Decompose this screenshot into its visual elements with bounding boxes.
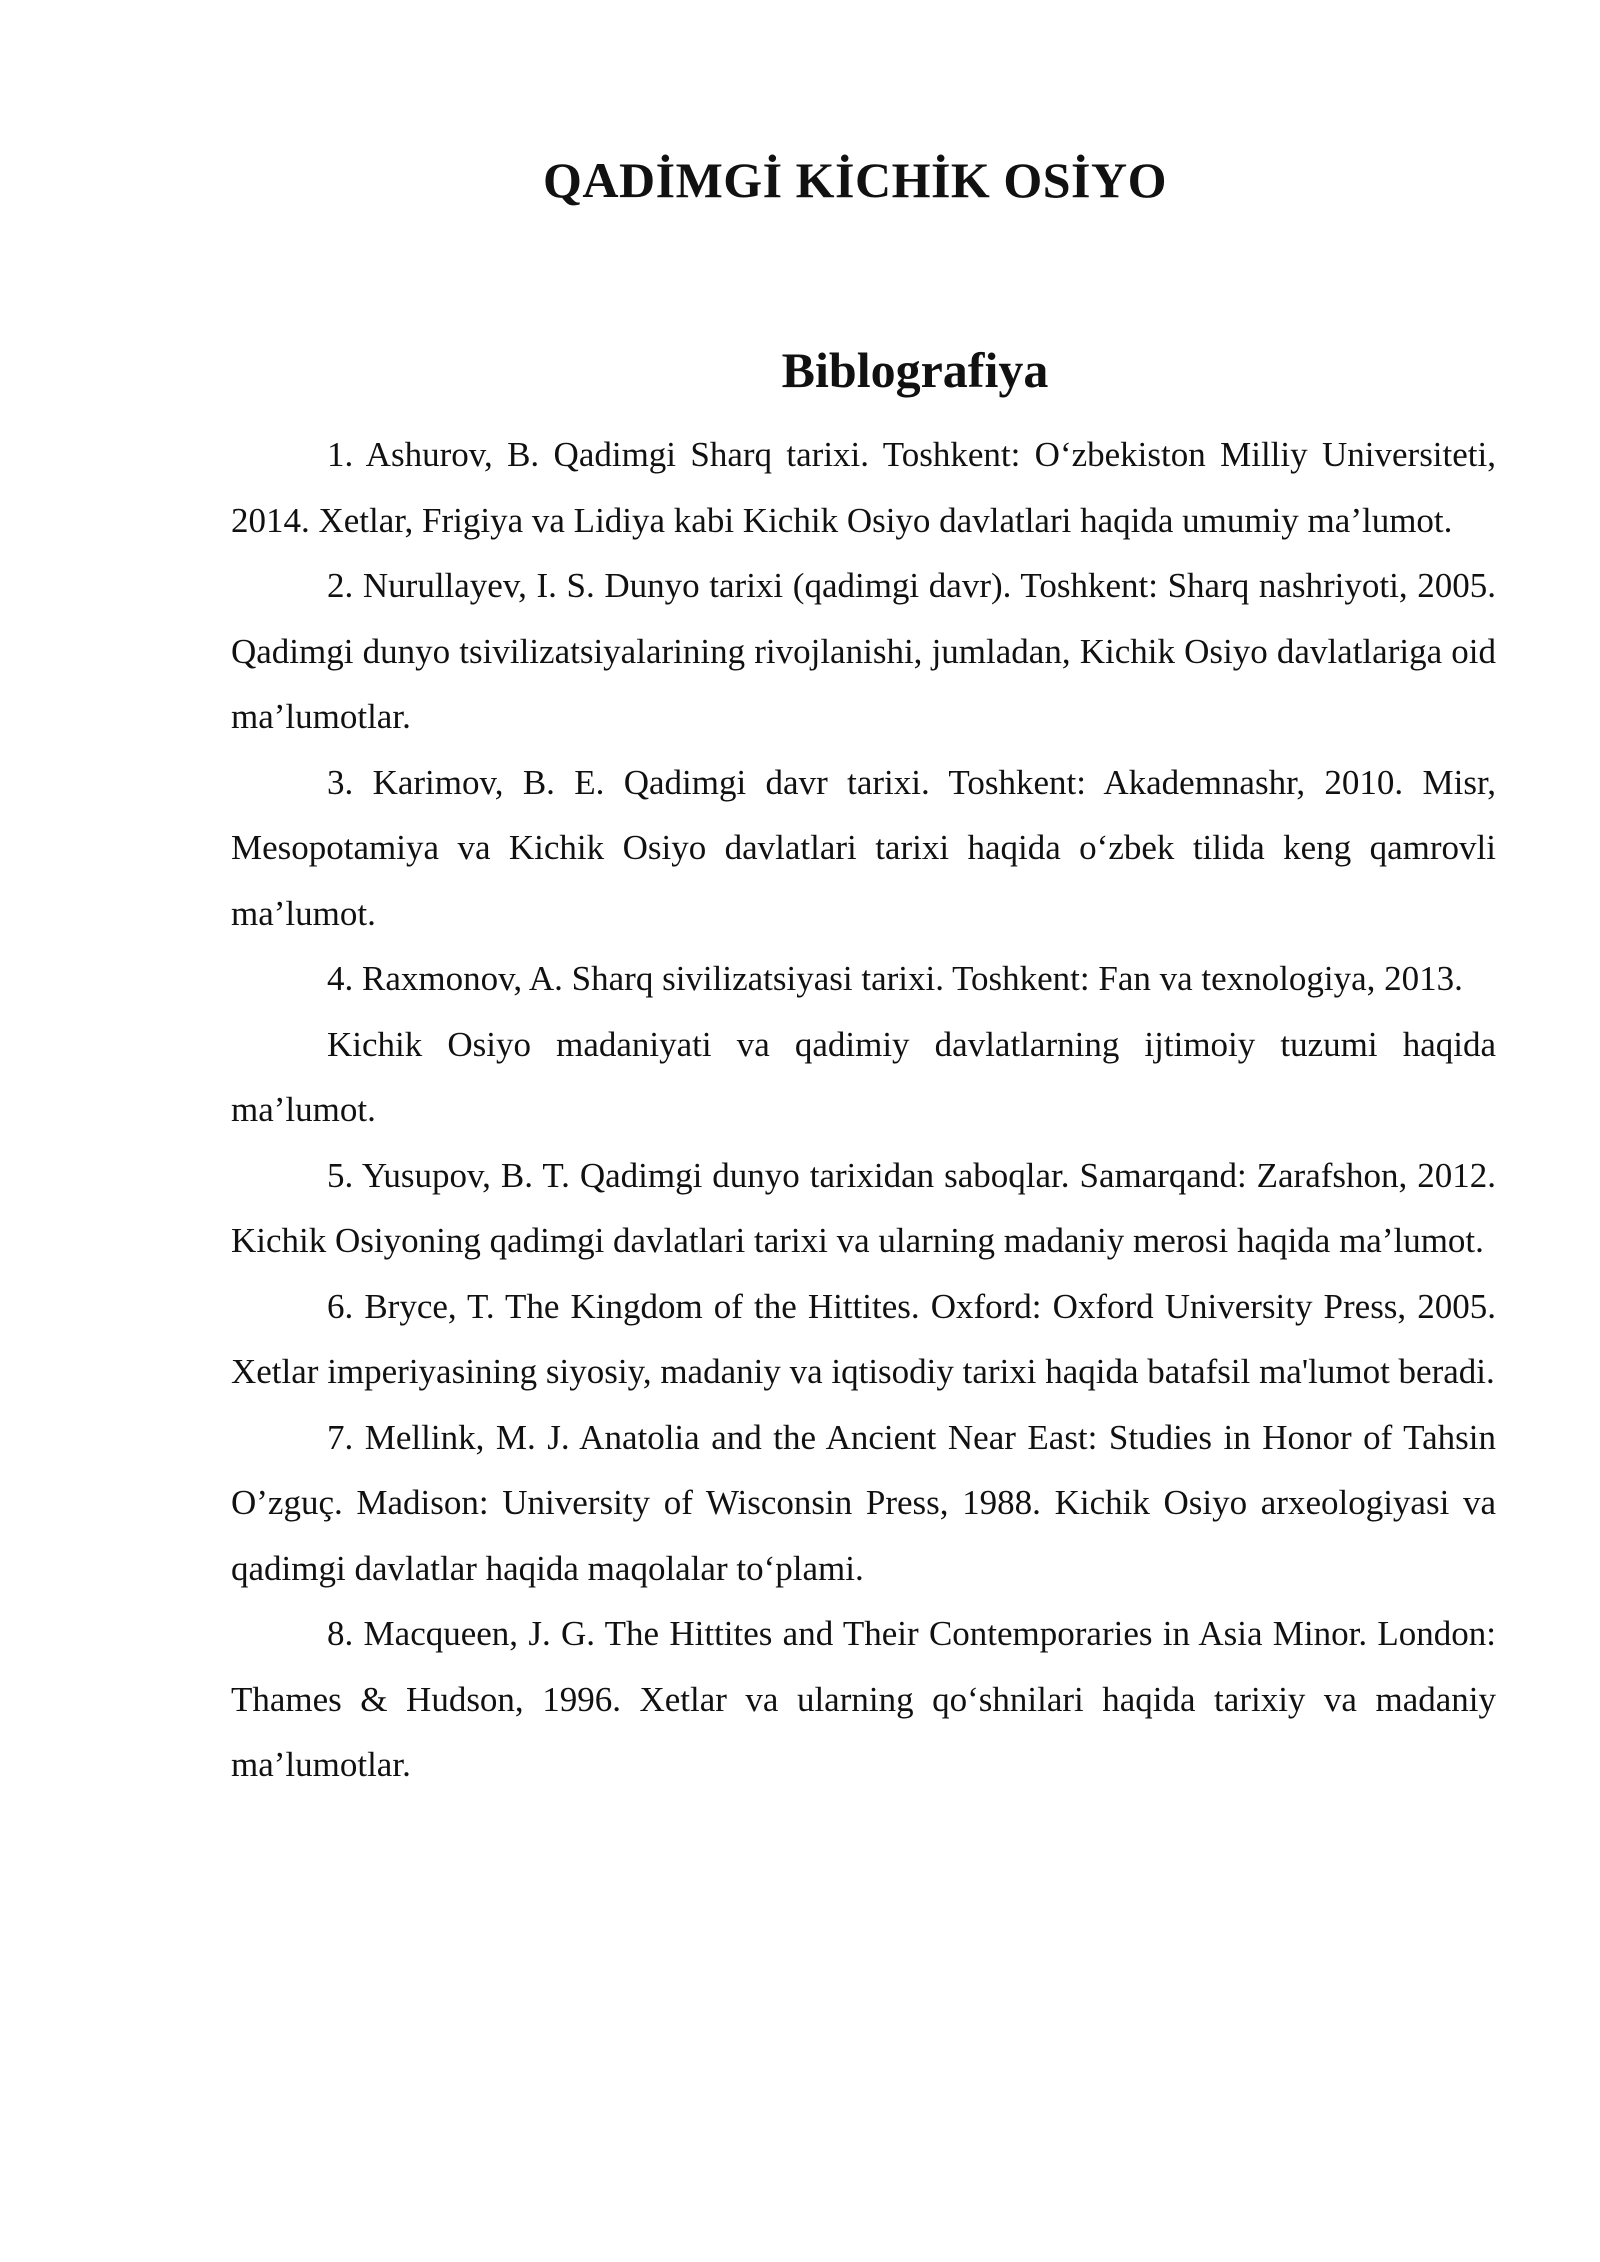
- bibliography-entry-continuation: Kichik Osiyo madaniyati va qadimiy davlatlarning ijtimoiy tuzumi haqida ma’lumot.: [231, 1024, 1496, 1129]
- bibliography-entry: 1. Ashurov, B. Qadimgi Sharq tarixi. Toshkent: O‘zbekiston Milliy Universiteti, 2014. Xetlar, Frigiya va Lidiya kabi Kichik Osiyo davlatlari haqida umumiy ma’lumot.: [231, 435, 1496, 540]
- bibliography-entry: 4. Raxmonov, A. Sharq sivilizatsiyasi tarixi. Toshkent: Fan va texnologiya, 2013.: [327, 959, 1463, 998]
- bibliography-entry: 7. Mellink, M. J. Anatolia and the Ancient Near East: Studies in Honor of Tahsin O’zguç. Madison: University of Wisconsin Press, 1988. Kichik Osiyo arxeologiyasi va qadimgi davlatlar haqida maqolalar to‘plami.: [231, 1417, 1496, 1588]
- section-heading: Biblografiya: [781, 342, 1049, 398]
- bibliography-entry: 3. Karimov, B. E. Qadimgi davr tarixi. Toshkent: Akademnashr, 2010. Misr, Mesopotamiya va Kichik Osiyo davlatlari tarixi haqida o‘zbek tilida keng qamrovli ma’lumot.: [231, 762, 1496, 933]
- bibliography-list: [231, 422, 1496, 1798]
- bibliography-entry: 6. Bryce, T. The Kingdom of the Hittites. Oxford: Oxford University Press, 2005. Xetlar imperiyasining siyosiy, madaniy va iqtisodiy tarixi haqida batafsil ma'lumot beradi.: [231, 1286, 1496, 1391]
- bibliography-entry: 2. Nurullayev, I. S. Dunyo tarixi (qadimgi davr). Toshkent: Sharq nashriyoti, 2005. Qadimgi dunyo tsivilizatsiyalarining rivojlanishi, jumladan, Kichik Osiyo davlatlariga oid ma’lumotlar.: [231, 566, 1496, 736]
- document-title: QADİMGİ KİCHİK OSİYO: [543, 152, 1167, 208]
- bibliography-entry: 5. Yusupov, B. T. Qadimgi dunyo tarixidan saboqlar. Samarqand: Zarafshon, 2012. Kichik Osiyoning qadimgi davlatlari tarixi va ularning madaniy merosi haqida ma’lumot.: [231, 1155, 1496, 1260]
- bibliography-entry: 8. Macqueen, J. G. The Hittites and Their Contemporaries in Asia Minor. London: Thames & Hudson, 1996. Xetlar va ularning qo‘shnilari haqida tarixiy va madaniy ma’lumotlar.: [231, 1614, 1496, 1784]
